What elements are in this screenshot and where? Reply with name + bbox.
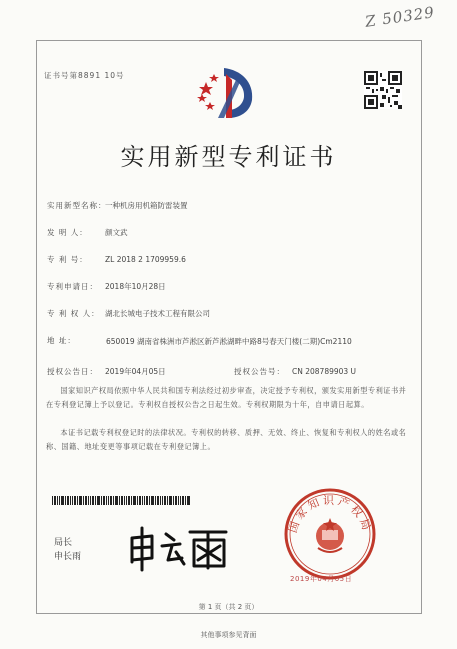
filing-date-value: 2018年10月28日 [105,282,166,291]
patentee-label: 专 利 权 人： [47,309,100,318]
grant-number-row [234,366,356,377]
address-row [47,335,105,346]
certificate-title: 实用新型专利证书 [120,143,337,171]
paragraph-1: 国家知识产权局依照中华人民共和国专利法经过初步审查，决定授予专利权，颁发实用新型专利证书并在专利登记簿上予以登记。专利权自授权公告之日起生效。专利权期限为十年，自申请日起算。 [46,386,407,409]
grant-number-label: 授权公告号： [234,367,285,376]
grant-number-value: CN 208789903 U [292,367,357,376]
barcode-icon [52,496,192,505]
address-value: 650019 湖南省株洲市芦淞区新芦淞湖畔中路8号春天门楼(二期)Cm2110 [106,337,352,346]
filing-date-label: 专利申请日： [47,282,98,291]
page-number: 第 1 页（共 2 页） [198,603,259,611]
patent-number-row [47,254,186,265]
grant-date-label: 授权公告日： [47,367,98,376]
director-signature-icon [124,524,234,572]
footer-note: 其他事项参见背面 [200,631,257,639]
official-seal-icon [282,486,378,582]
patent-number-label: 专 利 号： [47,255,88,264]
seal-text: 国家知识产权局 [286,493,374,535]
inventor-label: 发 明 人： [47,228,88,237]
inventor-row [47,227,128,238]
patent-number-value: ZL 2018 2 1709959.6 [105,255,186,264]
grant-date-value: 2019年04月05日 [105,367,166,376]
utility-model-name-row [47,200,188,211]
handwritten-note: Z 50329 [364,3,436,31]
name-value: 一种机房用机箱防雷装置 [105,201,188,210]
patent-office-logo-icon [196,60,262,120]
patentee-row [47,308,210,319]
address-label: 地 址： [47,336,76,345]
director-block [54,536,81,564]
qr-code-icon [364,71,402,109]
grant-date-row [47,366,166,377]
director-title: 局长 [54,538,73,548]
patentee-value: 湖北长城电子技术工程有限公司 [105,309,210,318]
filing-date-row [47,281,166,292]
certificate-number: 证书号第8891 10号 [44,71,125,80]
seal-date: 2019年04月05日 [290,575,353,583]
director-name: 申长雨 [54,552,82,562]
inventor-value: 颜文武 [105,228,128,237]
name-label: 实用新型名称： [47,201,107,210]
paragraph-2: 本证书记载专利权登记时的法律状况。专利权的转移、质押、无效、终止、恢复和专利权人的姓名或名称、国籍、地址变更等事项记载在专利登记簿上。 [46,428,407,451]
